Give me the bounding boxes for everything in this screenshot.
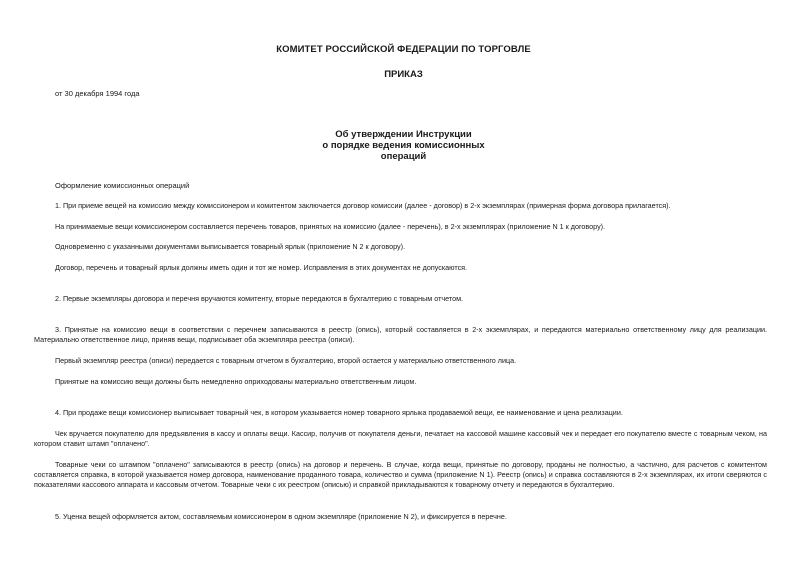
- heading-line: операций: [380, 151, 427, 162]
- paragraph-7: Первый экземпляр реестра (описи) передается с товарным отчетом в бухгалтерию, второй остается у материально ответственного лица.: [55, 356, 517, 365]
- order-title: ПРИКАЗ: [384, 69, 423, 80]
- heading-line: Об утверждении Инструкции: [335, 129, 472, 140]
- paragraph-12: 5. Уценка вещей оформляется актом, составляемым комиссионером в одном экземпляре (приложение N 2), и фиксируется в перечне.: [55, 512, 507, 521]
- paragraph-9: 4. При продаже вещи комиссионер выписывает товарный чек, в котором указывается номер товарного ярлыка продаваемой вещи, ее наименование и цена реализации.: [55, 408, 623, 417]
- document-heading: [0, 129, 807, 162]
- paragraph-2: На принимаемые вещи комиссионером составляется перечень товаров, принятых на комиссию (далее - перечень), в 2-х экземплярах (приложение N 1 к договору).: [55, 222, 606, 231]
- organization-title: КОМИТЕТ РОССИЙСКОЙ ФЕДЕРАЦИИ ПО ТОРГОВЛЕ: [276, 44, 531, 55]
- paragraph-1: 1. При приеме вещей на комиссию между комиссионером и комитентом заключается договор комиссии (далее - договор) в 2-х экземплярах (примерная форма договора прилагается).: [55, 201, 671, 210]
- paragraph-10: Чек вручается покупателю для предъявления в кассу и оплаты вещи. Кассир, получив от покупателя деньги, печатает на кассовой машине кассовый чек и передает его покупателю вместе с товарным чеком, на котором ставит штамп "оплачено".: [34, 429, 767, 448]
- paragraph-6: 3. Принятые на комиссию вещи в соответствии с перечнем записываются в реестр (опись), который составляется в 2-х экземплярах, и передаются материально ответственному лицу для реализации. Материально ответственное лицо, приняв вещи, подписывает оба экземпляра реестра (описи).: [34, 325, 767, 344]
- order-date: от 30 декабря 1994 года: [55, 89, 140, 98]
- paragraph-4: Договор, перечень и товарный ярлык должны иметь один и тот же номер. Исправления в этих документах не допускаются.: [55, 263, 468, 272]
- section-heading: Оформление комиссионных операций: [55, 181, 190, 190]
- paragraph-3: Одновременно с указанными документами выписывается товарный ярлык (приложение N 2 к договору).: [55, 242, 405, 251]
- paragraph-5: 2. Первые экземпляры договора и перечня вручаются комитенту, вторые передаются в бухгалтерию с товарным отчетом.: [55, 294, 464, 303]
- paragraph-11: Товарные чеки со штампом "оплачено" записываются в реестр (опись) на договор и перечень. В случае, когда вещи, принятые по договору, проданы не полностью, а частично, для расчетов с комитентом составляется справка, в которой указывается номер договора, наименование проданного товара, количество и сумма (приложение N 1). Реестр (опись) и справка составляются в 2-х экземплярах, их итоги сверяются с показателями кассового аппарата и кассовым отчетом. Товарные чеки с их реестром (описью) и справкой прикладываются к товарному отчету и передаются в бухгалтерию.: [34, 460, 767, 489]
- paragraph-8: Принятые на комиссию вещи должны быть немедленно оприходованы материально ответственным лицом.: [55, 377, 417, 386]
- heading-line: о порядке ведения комиссионных: [322, 140, 485, 151]
